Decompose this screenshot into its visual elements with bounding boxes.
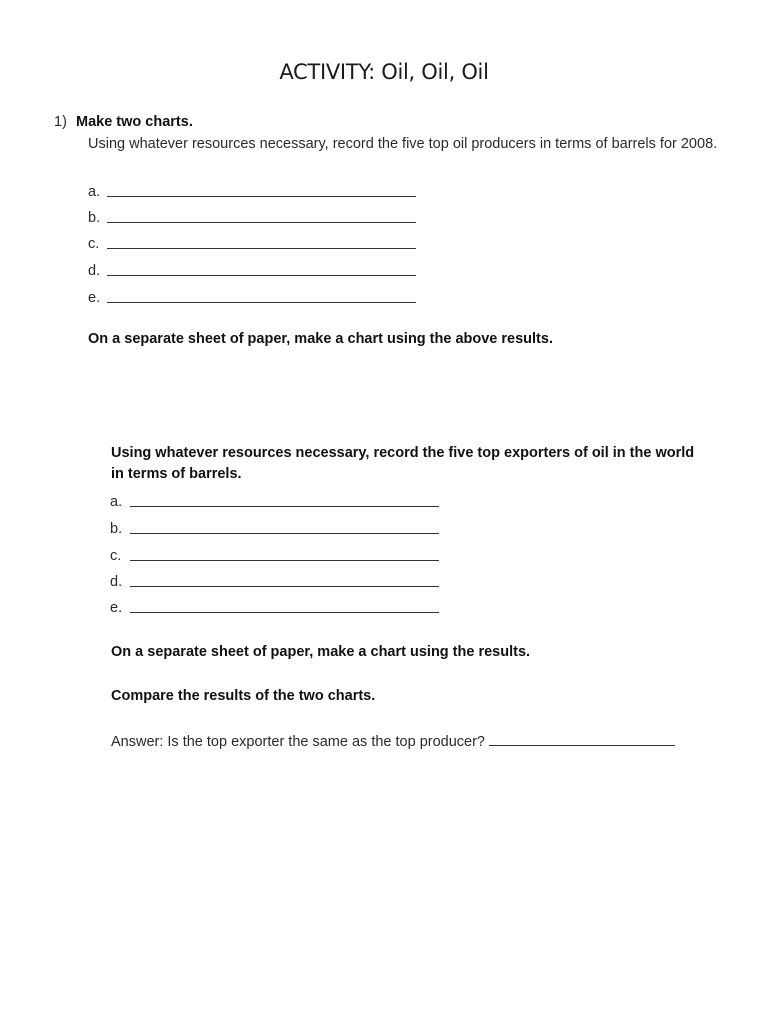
- exporter-answer-a[interactable]: [110, 492, 442, 512]
- item-letter: c.: [110, 548, 122, 564]
- item-letter: e.: [88, 290, 101, 306]
- blank-line: [107, 222, 416, 223]
- blank-line: [107, 275, 416, 276]
- exporter-answer-e[interactable]: [110, 598, 442, 618]
- producers-instruction: Using whatever resources necessary, record the five top oil producers in terms of barrels for 2008.: [88, 136, 718, 152]
- producer-answer-a[interactable]: [88, 182, 418, 202]
- question-heading: Make two charts.: [76, 114, 193, 130]
- item-letter: a.: [88, 184, 101, 200]
- page-title: ACTIVITY: Oil, Oil, Oil: [279, 60, 489, 84]
- compare-instruction: Compare the results of the two charts.: [111, 688, 376, 704]
- answer-prompt: Answer: Is the top exporter the same as the top producer?: [111, 734, 485, 750]
- item-letter: d.: [110, 574, 123, 590]
- item-letter: d.: [88, 263, 101, 279]
- exporter-answer-d[interactable]: [110, 572, 442, 592]
- exporter-answer-b[interactable]: [110, 519, 442, 539]
- item-letter: b.: [88, 210, 101, 226]
- exporter-answer-c[interactable]: [110, 546, 442, 566]
- producer-answer-e[interactable]: [88, 288, 418, 308]
- exporters-chart-note: On a separate sheet of paper, make a chart using the results.: [111, 644, 531, 660]
- blank-line: [130, 533, 439, 534]
- exporters-instruction: Using whatever resources necessary, record the five top exporters of oil in the world in terms of barrels.: [111, 445, 695, 482]
- blank-line: [130, 612, 439, 613]
- producers-chart-note: On a separate sheet of paper, make a chart using the above results.: [88, 331, 553, 347]
- producer-answer-b[interactable]: [88, 208, 418, 228]
- answer-blank-line[interactable]: [489, 745, 675, 746]
- blank-line: [130, 506, 439, 507]
- answer-row: [111, 732, 675, 753]
- blank-line: [130, 560, 439, 561]
- blank-line: [107, 196, 416, 197]
- producer-answer-c[interactable]: [88, 234, 418, 254]
- item-letter: b.: [110, 521, 123, 537]
- blank-line: [130, 586, 439, 587]
- blank-line: [107, 248, 416, 249]
- question-number: 1): [54, 114, 67, 130]
- item-letter: a.: [110, 494, 123, 510]
- blank-line: [107, 302, 416, 303]
- item-letter: e.: [110, 600, 123, 616]
- item-letter: c.: [88, 236, 100, 252]
- producer-answer-d[interactable]: [88, 261, 418, 281]
